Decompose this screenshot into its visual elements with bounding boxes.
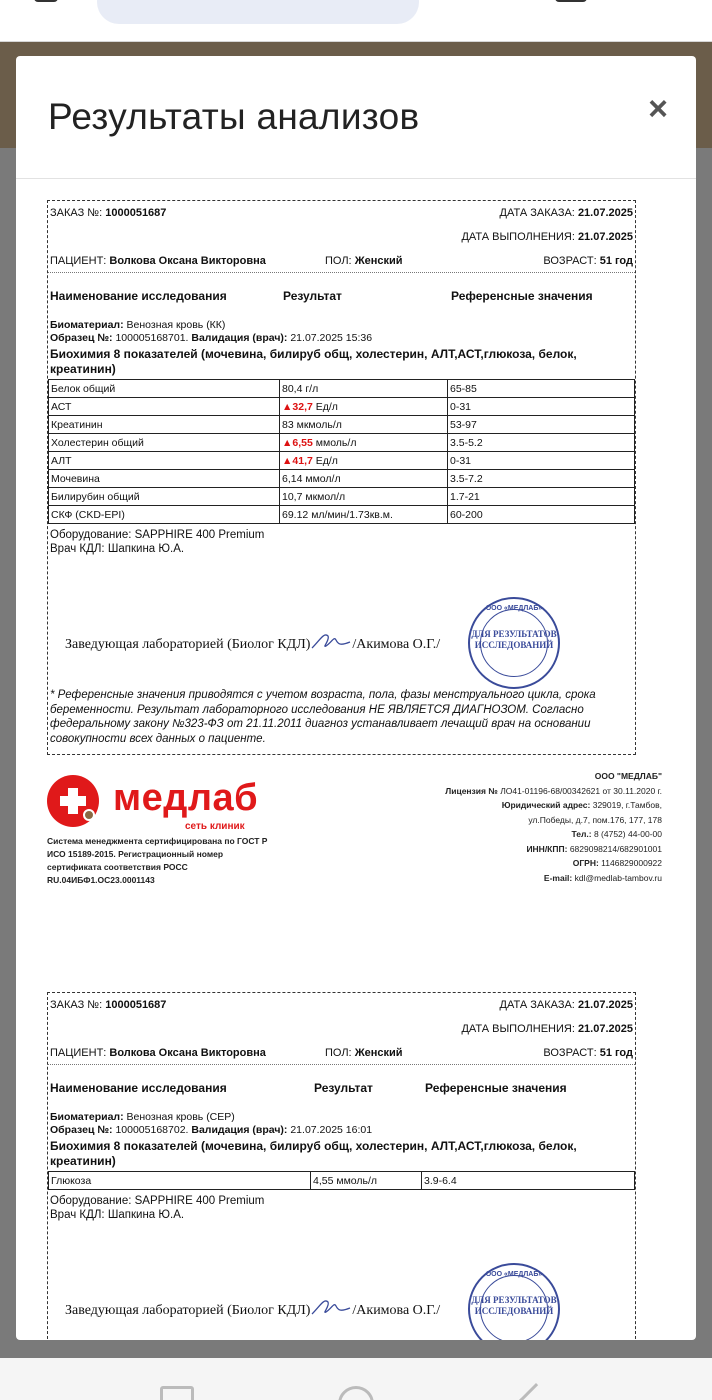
test-ref: 0-31 xyxy=(448,452,635,470)
done-date: 21.07.2025 xyxy=(577,1023,633,1035)
validation-date: 21.07.2025 16:01 xyxy=(290,1124,373,1136)
ogrn: 1146829000922 xyxy=(601,858,662,868)
done-row xyxy=(48,225,635,249)
patient-row xyxy=(48,1041,635,1065)
test-ref: 3.5-5.2 xyxy=(448,434,635,452)
tel: 8 (4752) 44-00-00 xyxy=(593,829,662,839)
head-label: Заведующая лабораторией (Биолог КДЛ) xyxy=(65,1303,311,1318)
order-label: ЗАКАЗ №: xyxy=(50,999,103,1011)
system-nav-bar xyxy=(0,1358,712,1400)
test-ref: 3.5-7.2 xyxy=(448,470,635,488)
test-ref: 1.7-21 xyxy=(448,488,635,506)
test-ref: 0-31 xyxy=(448,398,635,416)
result-value: 6,14 xyxy=(282,472,303,485)
biomaterial: Венозная кровь (СЕР) xyxy=(126,1111,235,1123)
order-row xyxy=(48,993,635,1017)
biomaterial-info xyxy=(48,1111,635,1137)
order-number: 1000051687 xyxy=(105,207,167,219)
test-result xyxy=(280,416,448,434)
result-sheet xyxy=(47,200,636,755)
order-date-label: ДАТА ЗАКАЗА: xyxy=(499,207,575,219)
test-name: Глюкоза xyxy=(49,1172,311,1190)
col-name: Наименование исследования xyxy=(50,1081,227,1095)
signature-block xyxy=(48,558,635,688)
biomaterial: Венозная кровь (КК) xyxy=(126,319,226,331)
result-value: 4,55 xyxy=(313,1174,334,1187)
result-row xyxy=(49,398,635,416)
test-ref: 3.9-6.4 xyxy=(422,1172,635,1190)
sex-label: ПОЛ: xyxy=(325,1046,352,1059)
addr2: ул.Победы, д.7, пом.176, 177, 178 xyxy=(528,814,662,825)
order-date: 21.07.2025 xyxy=(577,207,633,219)
inn: 6829098214/682901001 xyxy=(569,843,662,854)
result-unit: мкмоль/л xyxy=(293,418,342,431)
done-row xyxy=(48,1017,635,1041)
test-result xyxy=(280,434,448,452)
back-icon[interactable] xyxy=(519,1383,553,1400)
org-details xyxy=(342,769,662,885)
addr1: 329019, г.Тамбов, xyxy=(592,800,662,810)
test-result xyxy=(280,380,448,398)
result-value: 69.12 xyxy=(282,508,309,521)
patient-age: 51 год xyxy=(599,254,633,267)
patient-row xyxy=(48,249,635,273)
age-label: ВОЗРАСТ: xyxy=(543,1046,597,1059)
close-icon[interactable]: × xyxy=(648,90,668,128)
equipment: Оборудование: SAPPHIRE 400 Premium xyxy=(50,529,265,541)
signature-icon xyxy=(310,1296,352,1318)
results-table xyxy=(48,379,635,524)
high-arrow-icon: ▲32,7 xyxy=(282,400,313,413)
result-unit: ммоль/л xyxy=(333,1174,378,1187)
sample-number: 100005168702. xyxy=(115,1124,189,1136)
home-icon[interactable] xyxy=(338,1386,374,1400)
result-value: 10,7 xyxy=(282,490,303,503)
test-result xyxy=(280,506,448,524)
test-name: Билирубин общий xyxy=(49,488,280,506)
signature-icon xyxy=(310,630,352,652)
test-result xyxy=(280,398,448,416)
license: ЛО41-01196-68/00342621 от 30.11.2020 г. xyxy=(500,785,662,796)
results-table xyxy=(48,1171,635,1190)
patient-age: 51 год xyxy=(599,1046,633,1059)
patient-label: ПАЦИЕНТ: xyxy=(50,254,107,267)
browser-top-bar xyxy=(0,0,712,42)
patient-label: ПАЦИЕНТ: xyxy=(50,1046,107,1059)
medlab-cross-icon xyxy=(47,775,99,827)
signer-name: /Акимова О.Г./ xyxy=(352,1303,441,1318)
inn-label: ИНН/КПП: xyxy=(526,843,568,854)
test-ref: 53-97 xyxy=(448,416,635,434)
order-date: 21.07.2025 xyxy=(577,999,633,1011)
columns-header xyxy=(48,281,635,311)
test-result xyxy=(311,1172,422,1190)
panel-title: Биохимия 8 показателей (мочевина, билируб общ, холестерин, АЛТ,АСТ,глюкоза, белок, креатинин) xyxy=(50,1139,577,1168)
result-row xyxy=(49,470,635,488)
validation-label: Валидация (врач): xyxy=(191,332,288,344)
col-ref: Референсные значения xyxy=(451,289,593,303)
ogrn-label: ОГРН: xyxy=(572,858,599,868)
head-signature xyxy=(65,1296,440,1319)
result-unit: г/л xyxy=(302,382,319,395)
test-name: АЛТ xyxy=(49,452,280,470)
col-result: Результат xyxy=(283,289,342,303)
order-row xyxy=(48,201,635,225)
stamp-text: ДЛЯ РЕЗУЛЬТАТОВ ИССЛЕДОВАНИЙ xyxy=(471,1295,557,1316)
test-ref: 65-85 xyxy=(448,380,635,398)
results-modal xyxy=(16,56,696,1340)
age-label: ВОЗРАСТ: xyxy=(543,254,597,267)
license-label: Лицензия № xyxy=(445,785,498,796)
sex-label: ПОЛ: xyxy=(325,254,352,267)
patient-sex: Женский xyxy=(354,254,403,267)
result-row xyxy=(49,452,635,470)
brand-name: медлаб xyxy=(113,777,259,819)
result-unit: мкмол/л xyxy=(302,490,346,503)
result-unit: ммоль/л xyxy=(312,436,357,449)
test-name: Белок общий xyxy=(49,380,280,398)
doctor: Врач КДЛ: Шапкина Ю.А. xyxy=(50,1209,185,1221)
done-date: 21.07.2025 xyxy=(577,231,633,243)
result-unit: Ед/л xyxy=(312,454,338,467)
equipment: Оборудование: SAPPHIRE 400 Premium xyxy=(50,1195,265,1207)
signature-block xyxy=(48,1224,635,1340)
equipment-info xyxy=(48,526,635,558)
patient-name: Волкова Оксана Викторовна xyxy=(109,1046,266,1059)
doctor: Врач КДЛ: Шапкина Ю.А. xyxy=(50,543,185,555)
stamp-text: ДЛЯ РЕЗУЛЬТАТОВ ИССЛЕДОВАНИЙ xyxy=(471,629,557,650)
test-name: АСТ xyxy=(49,398,280,416)
biomat-label: Биоматериал: xyxy=(50,319,124,331)
validation-date: 21.07.2025 15:36 xyxy=(290,332,373,344)
email[interactable]: kdl@medlab-tambov.ru xyxy=(574,872,662,883)
result-unit: мл/мин/1.73кв.м. xyxy=(308,508,393,521)
signer-name: /Акимова О.Г./ xyxy=(352,637,441,652)
stamp-org: ООО «МЕДЛАБ» xyxy=(485,1271,543,1278)
test-ref: 60-200 xyxy=(448,506,635,524)
test-result xyxy=(280,452,448,470)
test-name: СКФ (CKD-EPI) xyxy=(49,506,280,524)
biomaterial-info xyxy=(48,319,635,345)
col-ref: Референсные значения xyxy=(425,1081,567,1095)
head-signature xyxy=(65,630,440,653)
sample-label: Образец №: xyxy=(50,1124,113,1136)
org-name: ООО "МЕДЛАБ" xyxy=(594,771,662,781)
tabs-icon[interactable] xyxy=(34,0,58,2)
brand-sub: сеть клиник xyxy=(185,821,245,832)
col-result: Результат xyxy=(314,1081,373,1095)
patient-name: Волкова Оксана Викторовна xyxy=(109,254,266,267)
stamp-org: ООО «МЕДЛАБ» xyxy=(485,605,543,612)
result-document-2 xyxy=(47,992,636,1340)
result-value: 83 xyxy=(282,418,294,431)
test-name: Холестерин общий xyxy=(49,434,280,452)
validation-label: Валидация (врач): xyxy=(191,1124,288,1136)
stamp-icon xyxy=(468,1263,560,1340)
result-row xyxy=(49,1172,635,1190)
order-label: ЗАКАЗ №: xyxy=(50,207,103,219)
test-name: Креатинин xyxy=(49,416,280,434)
order-number: 1000051687 xyxy=(105,999,167,1011)
result-row xyxy=(49,380,635,398)
head-label: Заведующая лабораторией (Биолог КДЛ) xyxy=(65,637,311,652)
result-row xyxy=(49,506,635,524)
menu-icon[interactable] xyxy=(555,0,587,2)
result-row xyxy=(49,434,635,452)
addr-label: Юридический адрес: xyxy=(501,800,591,810)
high-arrow-icon: ▲6,55 xyxy=(282,436,313,449)
done-date-label: ДАТА ВЫПОЛНЕНИЯ: xyxy=(461,1023,575,1035)
result-document-1 xyxy=(47,200,662,895)
disclaimer-note: * Референсные значения приводятся с учетом возраста, пола, фазы менструального цикла, срока беременности. Результат лабораторного исследования НЕ ЯВЛЯЕТСЯ ДИАГНОЗОМ. Согласно федеральному закону №323-ФЗ от 21.11.2011 диагноз устанавливает лечащий врач на основании совокупности всех данных о пациенте. xyxy=(50,689,596,745)
result-sheet xyxy=(47,992,636,1340)
stamp-icon xyxy=(468,597,560,689)
order-date-label: ДАТА ЗАКАЗА: xyxy=(499,999,575,1011)
result-row xyxy=(49,488,635,506)
lab-footer xyxy=(47,755,662,895)
modal-title: Результаты анализов xyxy=(48,96,420,137)
tel-label: Тел.: xyxy=(571,829,592,839)
result-row xyxy=(49,416,635,434)
equipment-info xyxy=(48,1192,635,1224)
address-bar[interactable] xyxy=(97,0,419,24)
sample-number: 100005168701. xyxy=(115,332,189,344)
col-name: Наименование исследования xyxy=(50,289,227,303)
sample-label: Образец №: xyxy=(50,332,113,344)
done-date-label: ДАТА ВЫПОЛНЕНИЯ: xyxy=(461,231,575,243)
patient-sex: Женский xyxy=(354,1046,403,1059)
result-unit: ммол/л xyxy=(302,472,341,485)
biomat-label: Биоматериал: xyxy=(50,1111,124,1123)
test-result xyxy=(280,488,448,506)
high-arrow-icon: ▲41,7 xyxy=(282,454,313,467)
test-result xyxy=(280,470,448,488)
panel-title: Биохимия 8 показателей (мочевина, билируб общ, холестерин, АЛТ,АСТ,глюкоза, белок, креатинин) xyxy=(50,347,577,376)
modal-header xyxy=(16,56,696,179)
result-unit: Ед/л xyxy=(312,400,338,413)
columns-header xyxy=(48,1073,635,1103)
result-value: 80,4 xyxy=(282,382,303,395)
test-name: Мочевина xyxy=(49,470,280,488)
certification-text: Система менеджмента сертифицирована по ГОСТ Р ИСО 15189-2015. Регистрационный номер сертификата соответствия РОСС RU.04ИБФ1.ОС23.0001143 xyxy=(47,836,268,885)
email-label: E-mail: xyxy=(543,872,573,883)
recent-apps-icon[interactable] xyxy=(160,1386,194,1400)
